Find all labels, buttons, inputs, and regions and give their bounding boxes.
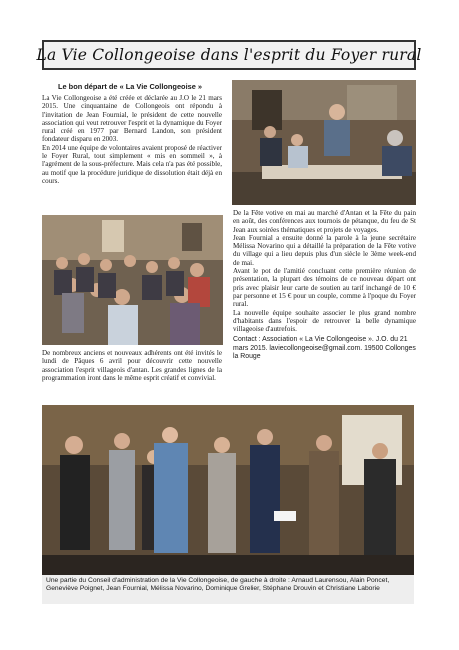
photo-caption (42, 575, 414, 604)
right-paragraph-3: Avant le pot de l'amitié concluant cette première réunion de présentation, la plupart des témoins de ce nouveau départ ont pris avec plaisir leur carte de soutien au tarif inchangé de 10 € par personne et 15 € pour un couple, comme à l'poque du Foyer rural. (233, 267, 416, 309)
intro-paragraph-2: En 2014 une équipe de volontaires avaient proposé de réactiver le Foyer Rural, tout simplement « mis en sommeil », à l'agrément de la sous-préfecture. Mais cela n'a pas été possible, au motif que la procédure juridique de dissolution était déjà en cours. (42, 143, 222, 185)
caption-text: Une partie du Conseil d'administration de la Vie Collongeoise, de gauche à droite : Arnaud Laurensou, Alain Poncet, Geneviève Poignet, Jean Fournial, Mélissa Novarino, Dominique Grelier, Stéphane Drouvin et Christiane Laborie (46, 577, 390, 593)
right-paragraph-2: Jean Fournial a ensuite donné la parole à la jeune secrétaire Mélissa Novarino qui a détaillé la préparation de la Fête votive du village qui a lieu depuis plus d'un siècle le 3ème week-end de mai. (233, 233, 416, 267)
left-below-paragraph: De nombreux anciens et nouveaux adhérents ont été invités le lundi de Pâques 6 avril pour découvrir cette nouvelle association l'esprit villageois d'antan. Les grandes lignes de la programmation iront dans le même esprit créatif et convivial. (42, 349, 222, 382)
right-paragraph-1: De la Fête votive en mai au marché d'Antan et la Fête du pain en août, des conférences aux tournois de pétanque, du feu de St Jean aux soirées thématiques et projets de voyages. (233, 209, 416, 234)
photo-board-group (42, 405, 414, 575)
left-below-text (42, 349, 222, 382)
right-column-text (233, 209, 416, 361)
photo-audience (42, 215, 223, 345)
page-title: La Vie Collongeoise dans l'esprit du Foyer rural (36, 46, 422, 64)
photo-meeting-table (232, 80, 416, 205)
intro-paragraph-1: La Vie Collongeoise a été créée et déclarée au J.O le 21 mars 2015. Une cinquantaine de Collongeois ont répondu à l'invitation de Jean Fournial, le président de cette nouvelle association qui veut retrouver l'esprit et la dynamique du Foyer rural créé en 1977 par Bernard Landon, son président fondateur disparu en 2003. (42, 94, 222, 144)
section-subtitle: Le bon départ de « La Vie Collongeoise » (58, 82, 203, 91)
title-banner (36, 40, 422, 70)
right-paragraph-4: La nouvelle équipe souhaite associer le plus grand nombre d'habitants dans l'espoir de retrouver la belle dynamique villageoise d'autrefois. (233, 308, 416, 334)
contact-info: Contact : Association « La Vie Collongeoise ». J.O. du 21 mars 2015. laviecollongeoise@gmail.com. 19500 Collonges la Rouge (233, 336, 416, 361)
intro-text (42, 94, 222, 185)
